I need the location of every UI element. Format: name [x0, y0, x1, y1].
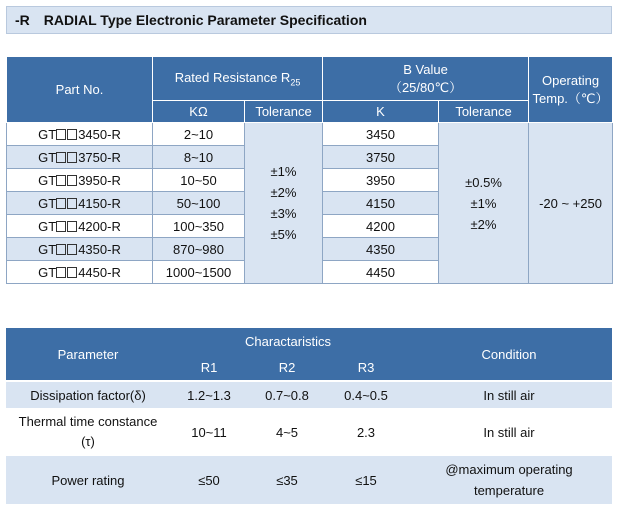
b-tolerance-cell: ±0.5% ±1% ±2%: [439, 123, 529, 284]
resistance-cell: 100~350: [153, 215, 245, 238]
resistance-cell: 50~100: [153, 192, 245, 215]
param-cell: Power rating: [6, 456, 170, 504]
param-cell: Dissipation factor(δ): [6, 382, 170, 408]
placeholder-box: [67, 198, 77, 209]
part-no-cell: GT 4350-R: [7, 238, 153, 261]
header-parameter: Parameter: [6, 328, 170, 380]
resistance-cell: 10~50: [153, 169, 245, 192]
placeholder-box: [67, 221, 77, 232]
operating-temp-cell: -20 ~ +250: [529, 123, 613, 284]
part-no-cell: GT 3750-R: [7, 146, 153, 169]
r1-cell: ≤50: [170, 456, 248, 504]
table-row: [6, 382, 612, 408]
part-no-cell: GT 4150-R: [7, 192, 153, 215]
header-rated-resistance: Rated Resistance $R_{25}$: [153, 57, 323, 101]
characteristics-table: [6, 328, 612, 504]
header-condition: Condition: [406, 328, 612, 380]
b-value-cell: 4150: [323, 192, 439, 215]
r1-cell: 10~11: [170, 408, 248, 456]
header-tolerance-b: Tolerance: [439, 101, 529, 123]
condition-cell: In still air: [406, 382, 612, 408]
placeholder-box: [67, 152, 77, 163]
header-r3: R3: [326, 354, 406, 380]
header-r2: R2: [248, 354, 326, 380]
r3-cell: ≤15: [326, 456, 406, 504]
resistance-cell: 1000~1500: [153, 261, 245, 284]
r2-cell: 0.7~0.8: [248, 382, 326, 408]
placeholder-box: [56, 129, 66, 140]
header-characteristics: Charactaristics: [170, 328, 406, 354]
placeholder-box: [67, 175, 77, 186]
header-k: K: [323, 101, 439, 123]
header-b-value: B Value （25/80℃）: [323, 57, 529, 101]
placeholder-box: [67, 267, 77, 278]
part-no-cell: GT 4200-R: [7, 215, 153, 238]
b-value-cell: 3950: [323, 169, 439, 192]
param-cell: Thermal time constance (τ): [6, 408, 170, 456]
part-no-cell: GT 3450-R: [7, 123, 153, 146]
part-no-cell: GT 4450-R: [7, 261, 153, 284]
header-operating-temp: Operating Temp.（℃）: [529, 57, 613, 123]
section-title: [6, 6, 612, 34]
placeholder-box: [56, 198, 66, 209]
b-value-cell: 4450: [323, 261, 439, 284]
resistance-tolerance-cell: ±1% ±2% ±3% ±5%: [245, 123, 323, 284]
b-value-cell: 4350: [323, 238, 439, 261]
resistance-cell: 2~10: [153, 123, 245, 146]
r3-cell: 2.3: [326, 408, 406, 456]
title-prefix: -R: [15, 12, 30, 28]
r2-cell: 4~5: [248, 408, 326, 456]
b-value-cell: 3450: [323, 123, 439, 146]
placeholder-box: [67, 244, 77, 255]
placeholder-box: [67, 129, 77, 140]
header-r1: R1: [170, 354, 248, 380]
spec-table: [6, 56, 613, 284]
resistance-cell: 870~980: [153, 238, 245, 261]
part-no-cell: GT 3950-R: [7, 169, 153, 192]
b-value-cell: 4200: [323, 215, 439, 238]
placeholder-box: [56, 267, 66, 278]
resistance-cell: 8~10: [153, 146, 245, 169]
placeholder-box: [56, 221, 66, 232]
placeholder-box: [56, 152, 66, 163]
header-kohm: KΩ: [153, 101, 245, 123]
table-row: [7, 123, 613, 146]
table-row: [6, 456, 612, 504]
title-text: RADIAL Type Electronic Parameter Specification: [43, 12, 367, 28]
b-value-cell: 3750: [323, 146, 439, 169]
r2-cell: ≤35: [248, 456, 326, 504]
header-part-no: Part No.: [7, 57, 153, 123]
placeholder-box: [56, 244, 66, 255]
placeholder-box: [56, 175, 66, 186]
condition-cell: @maximum operating temperature: [406, 456, 612, 504]
condition-cell: In still air: [406, 408, 612, 456]
table-row: [6, 408, 612, 456]
r3-cell: 0.4~0.5: [326, 382, 406, 408]
r1-cell: 1.2~1.3: [170, 382, 248, 408]
header-tolerance-r: Tolerance: [245, 101, 323, 123]
